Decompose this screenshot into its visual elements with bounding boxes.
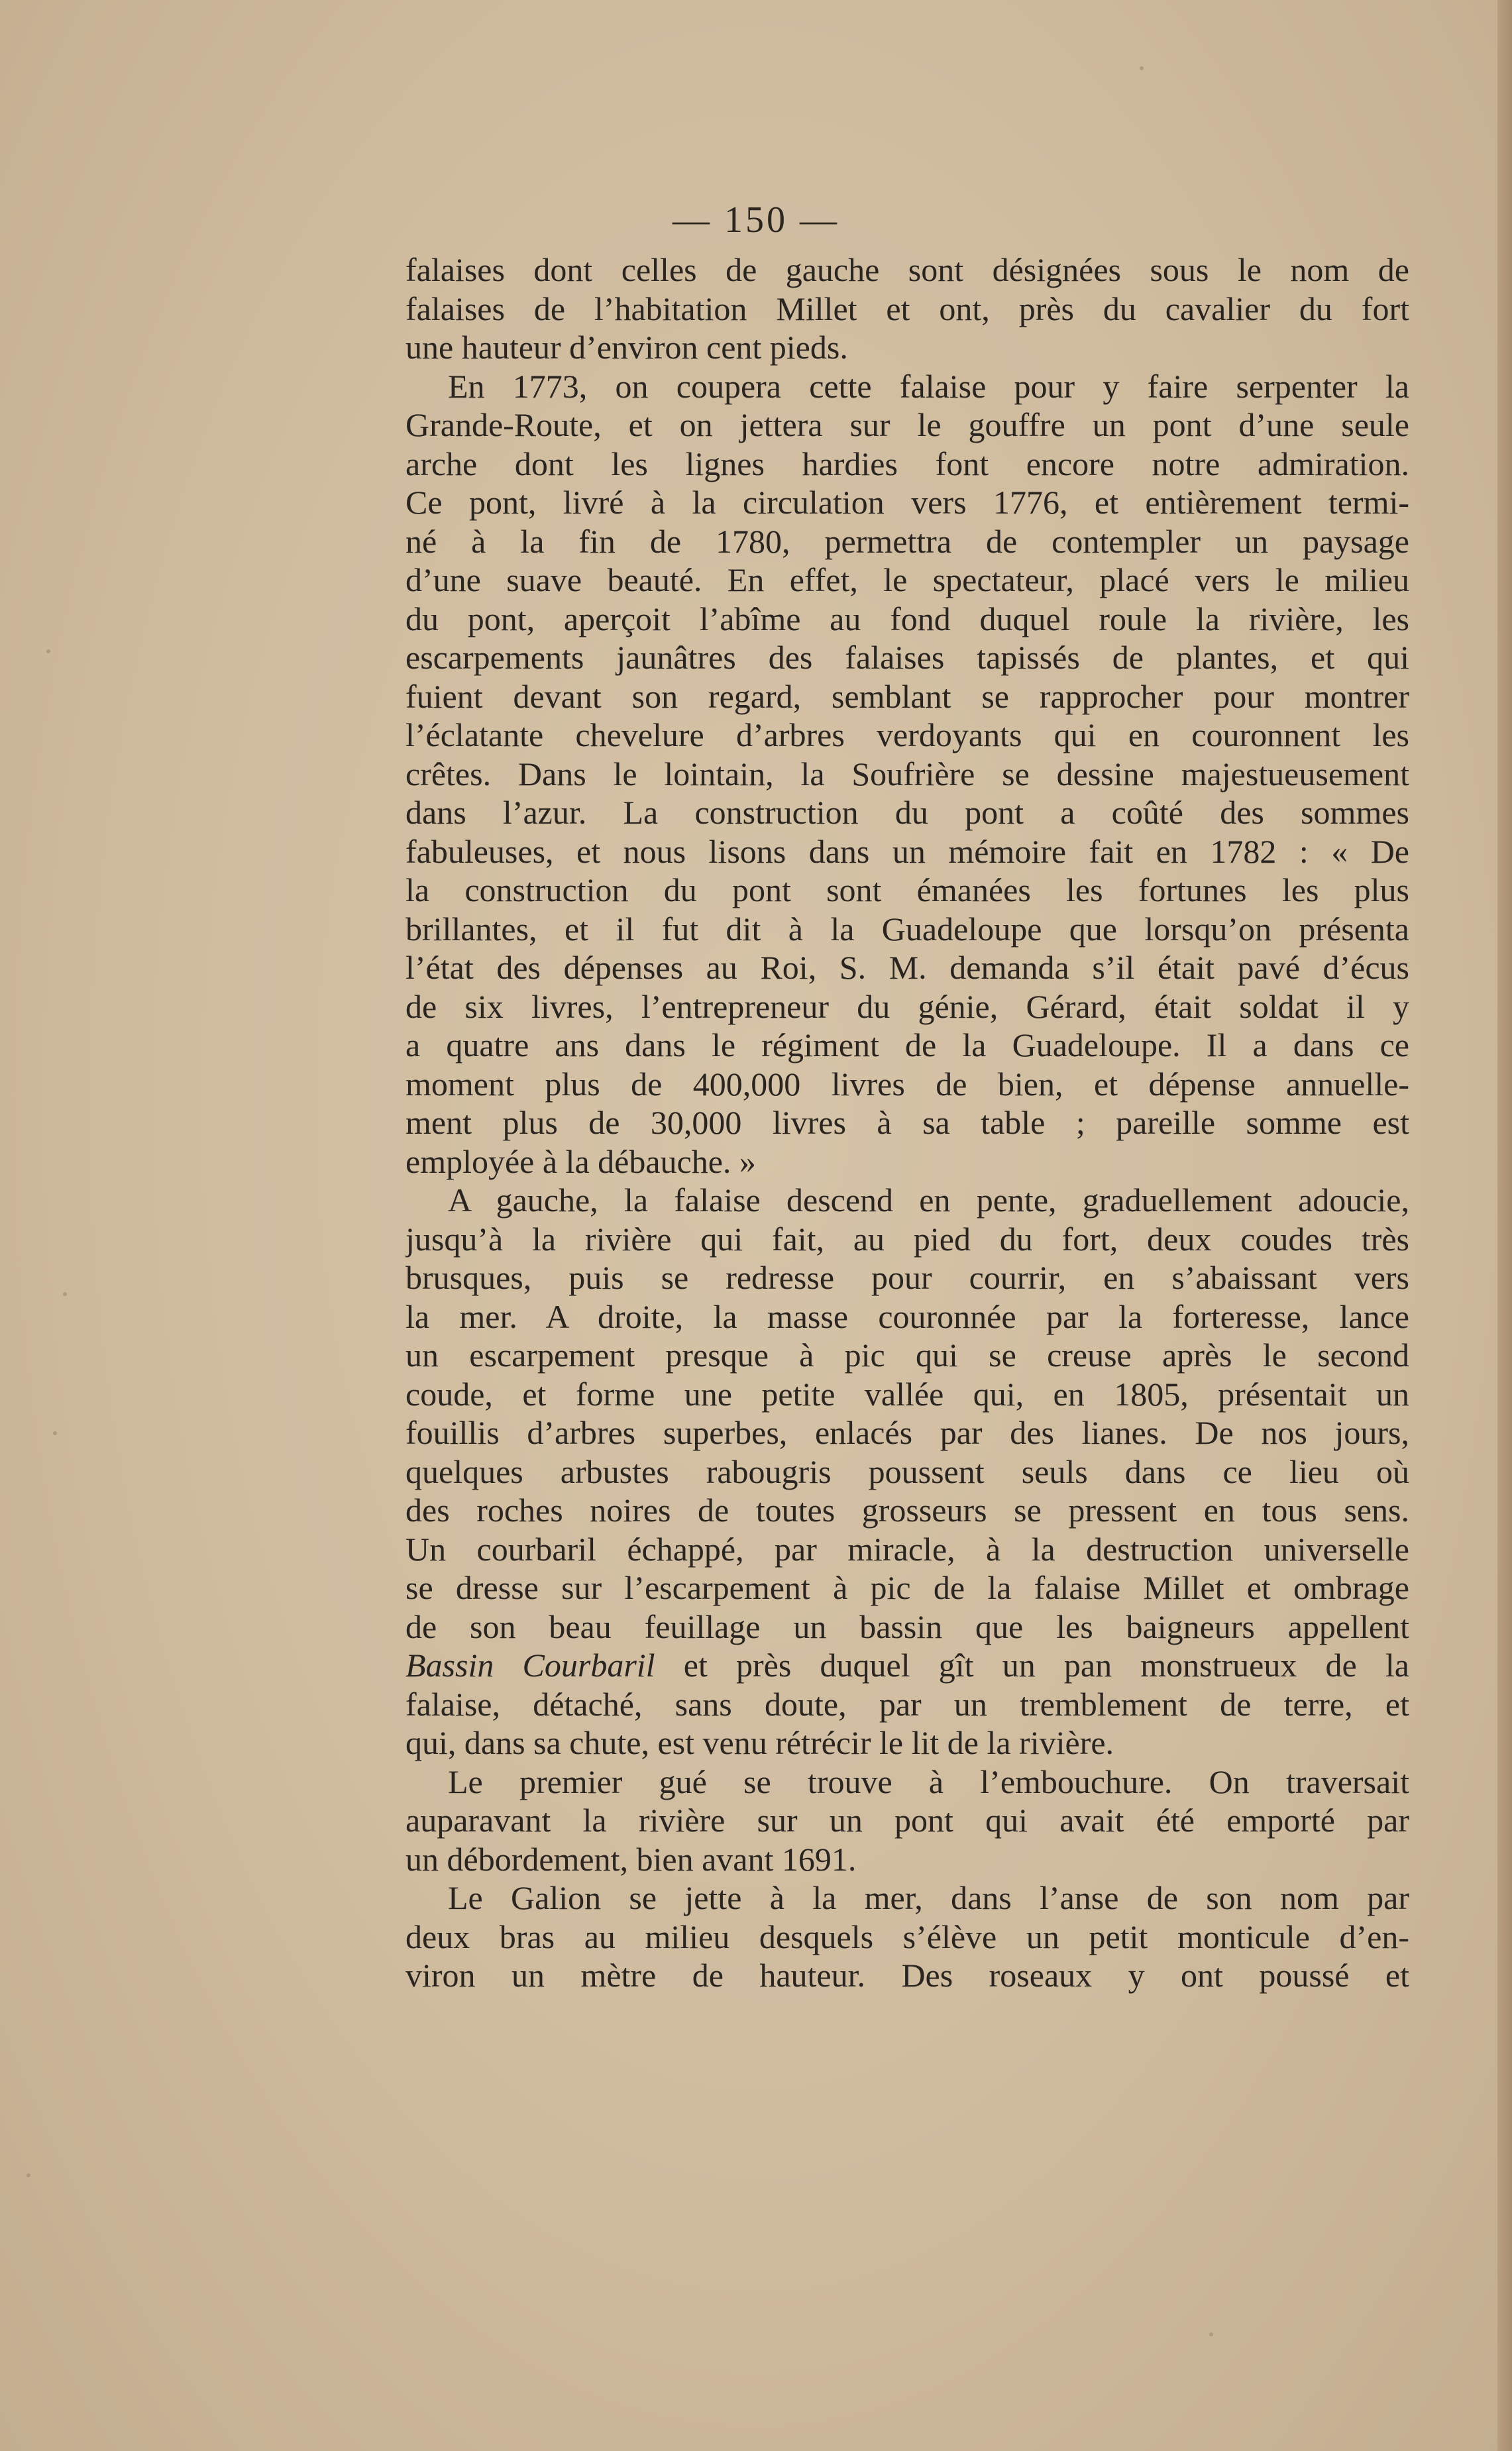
text-line: deux bras au milieu desquels s’élève un petit monticule d’en- xyxy=(405,1918,1409,1955)
text-line: brillantes, et il fut dit à la Guadeloupe que lorsqu’on présenta xyxy=(405,910,1409,948)
text-line: moment plus de 400,000 livres de bien, et dépense annuelle- xyxy=(405,1065,1409,1103)
text-line: dans l’azur. La construction du pont a coûté des sommes xyxy=(405,794,1409,831)
text-line: de son beau feuillage un bassin que les baigneurs appellent xyxy=(405,1607,1409,1645)
paper-speck xyxy=(63,1292,67,1296)
text-line xyxy=(405,1646,1409,1685)
text-line: des roches noires de toutes grosseurs se pressent en tous sens. xyxy=(405,1492,1409,1529)
text-line: une hauteur d’environ cent pieds. xyxy=(405,329,848,366)
text-line: né à la fin de 1780, permettra de contempler un paysage xyxy=(405,522,1409,560)
text-line: viron un mètre de hauteur. Des roseaux y ont poussé et xyxy=(405,1957,1409,1994)
text-line: un débordement, bien avant 1691. xyxy=(405,1840,857,1878)
text-line: de six livres, l’entrepreneur du génie, Gérard, était soldat il y xyxy=(405,987,1409,1025)
text-line: a quatre ans dans le régiment de la Guadeloupe. Il a dans ce xyxy=(405,1026,1409,1063)
text-line: d’une suave beauté. En effet, le spectateur, placé vers le milieu xyxy=(405,561,1409,598)
paper-speck xyxy=(46,649,50,653)
text-line: la construction du pont sont émanées les fortunes les plus xyxy=(405,871,1409,908)
text-line: falaise, détaché, sans doute, par un tremblement de terre, et xyxy=(405,1685,1409,1723)
text-line: un escarpement presque à pic qui se creuse après le second xyxy=(405,1336,1409,1374)
text-line: A gauche, la falaise descend en pente, graduellement adoucie, xyxy=(448,1181,1409,1219)
page-edge xyxy=(1497,0,1512,2451)
text-line: se dresse sur l’escarpement à pic de la falaise Millet et ombrage xyxy=(405,1569,1409,1606)
text-line: jusqu’à la rivière qui fait, au pied du fort, deux coudes très xyxy=(405,1220,1409,1258)
text-line: crêtes. Dans le lointain, la Soufrière se dessine majestueusement xyxy=(405,755,1409,792)
text-line: l’état des dépenses au Roi, S. M. demanda s’il était pavé d’écus xyxy=(405,949,1409,986)
text-line: ment plus de 30,000 livres à sa table ; pareille somme est xyxy=(405,1104,1409,1141)
text-line: la mer. A droite, la masse couronnée par la forteresse, lance xyxy=(405,1297,1409,1335)
text-line: Grande-Route, et on jettera sur le gouffre un pont d’une seule xyxy=(405,406,1409,443)
text-line: brusques, puis se redresse pour courrir, en s’abaissant vers xyxy=(405,1259,1409,1296)
text-line: Le premier gué se trouve à l’embouchure. On traversait xyxy=(448,1763,1409,1800)
text-line: qui, dans sa chute, est venu rétrécir le lit de la rivière. xyxy=(405,1724,1114,1761)
text-line: quelques arbustes rabougris poussent seuls dans ce lieu où xyxy=(405,1452,1409,1490)
italic-text: Bassin Courbaril xyxy=(405,1647,655,1684)
text-segment: et près duquel gît un pan monstrueux de la xyxy=(655,1647,1409,1684)
text-line: employée à la débauche. » xyxy=(405,1142,756,1180)
text-line: auparavant la rivière sur un pont qui avait été emporté par xyxy=(405,1802,1409,1839)
text-line: du pont, aperçoit l’abîme au fond duquel roule la rivière, les xyxy=(405,600,1409,637)
paper-speck xyxy=(27,2173,30,2177)
text-line: falaises dont celles de gauche sont désignées sous le nom de xyxy=(405,251,1409,288)
paper-speck xyxy=(1209,2332,1213,2336)
text-line: falaises de l’habitation Millet et ont, près du cavalier du fort xyxy=(405,290,1409,327)
paper-speck xyxy=(53,1431,57,1435)
text-line: coude, et forme une petite vallée qui, en 1805, présentait un xyxy=(405,1375,1409,1413)
text-line: fabuleuses, et nous lisons dans un mémoire fait en 1782 : « De xyxy=(405,832,1409,870)
text-line: fouillis d’arbres superbes, enlacés par des lianes. De nos jours, xyxy=(405,1414,1409,1451)
text-line: Un courbaril échappé, par miracle, à la destruction universelle xyxy=(405,1530,1409,1568)
paper-speck xyxy=(1140,66,1144,70)
text-line: En 1773, on coupera cette falaise pour y faire serpenter la xyxy=(448,367,1409,405)
page-number: — 150 — xyxy=(673,199,839,241)
text-line: escarpements jaunâtres des falaises tapissés de plantes, et qui xyxy=(405,639,1409,676)
text-line: arche dont les lignes hardies font encore notre admiration. xyxy=(405,445,1409,482)
body-text xyxy=(405,250,1409,1995)
text-line: Ce pont, livré à la circulation vers 1776, et entièrement termi- xyxy=(405,484,1409,521)
text-line: l’éclatante chevelure d’arbres verdoyants qui en couronnent les xyxy=(405,716,1409,753)
text-line: fuient devant son regard, semblant se rapprocher pour montrer xyxy=(405,677,1409,715)
text-line: Le Galion se jette à la mer, dans l’anse de son nom par xyxy=(448,1879,1409,1916)
